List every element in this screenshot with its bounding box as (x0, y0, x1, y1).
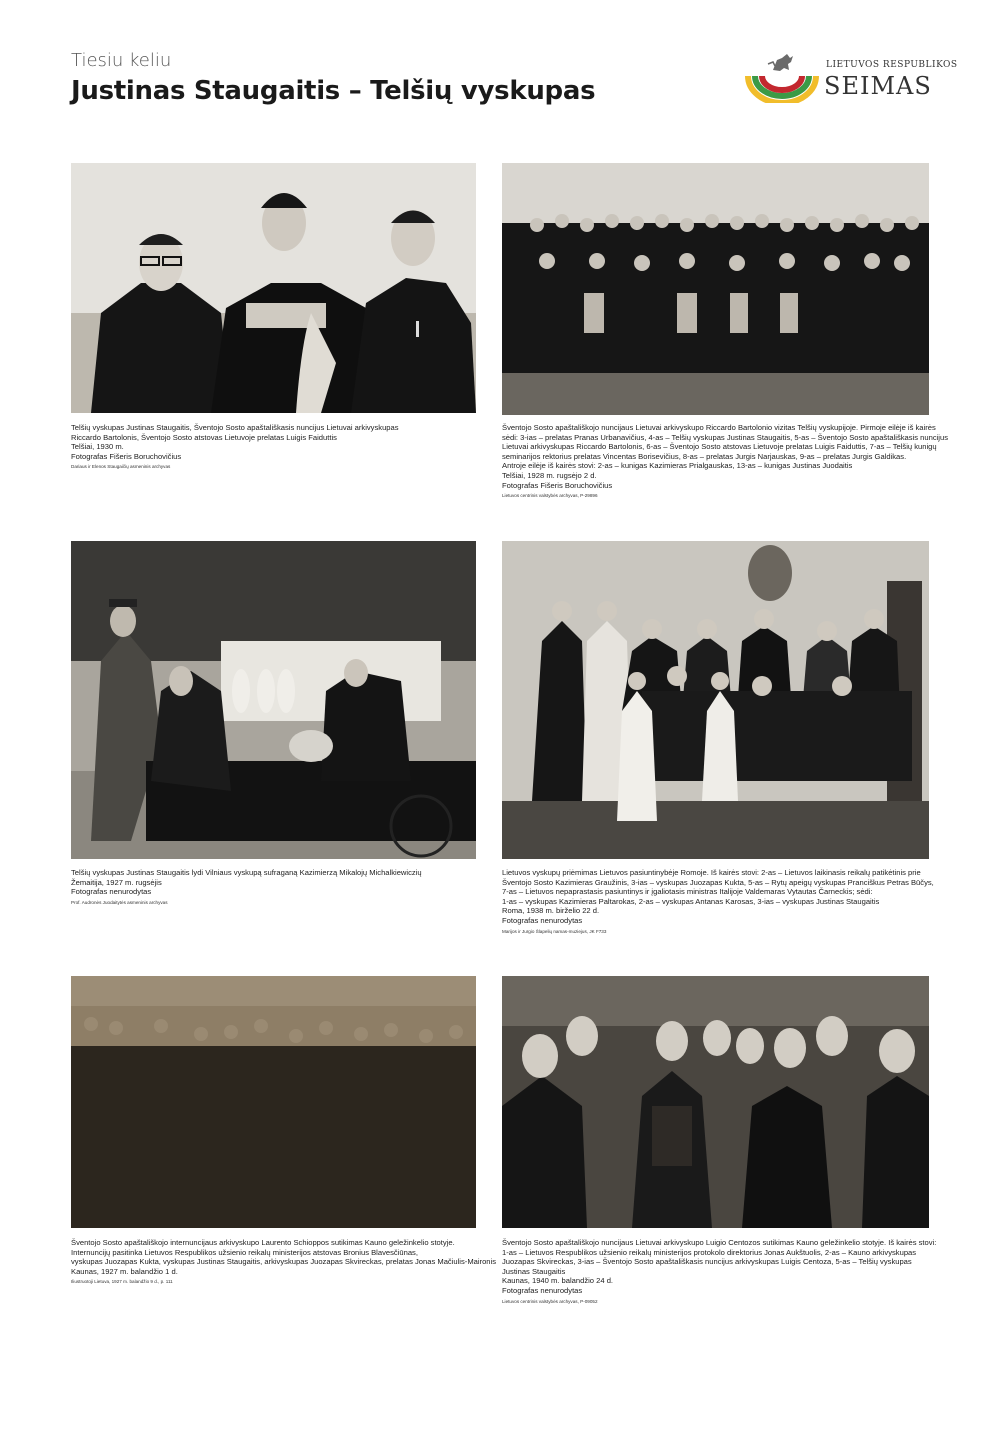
caption-photographer: Fotografas Fišeris Boruchovičius (502, 480, 613, 490)
photo-3-caption (71, 868, 422, 906)
caption-place-date: Kaunas, 1940 m. balandžio 24 d. (502, 1276, 614, 1286)
photo-rome-legation (502, 541, 929, 859)
seimas-emblem-icon (744, 48, 822, 103)
caption-line: Lietuvai arkivyskupas Riccardo Bartolonis, 6-as – Šventojo Sosto atstovas Lietuvoje prelatas Luigis Faiduttis, 7-as – Telšių kunigų (502, 442, 937, 452)
photo-2-caption (502, 423, 948, 499)
caption-line: Telšių vyskupas Justinas Staugaitis, Šventojo Sosto apaštališkasis nuncijus Lietuvai arkivyskupas (71, 423, 399, 432)
photo-telsiai-clergy-group (502, 163, 929, 415)
caption-line: Justinas Staugaitis (502, 1266, 566, 1276)
photo-6-caption (502, 1238, 936, 1305)
caption-source: Dariaus ir Elenos Staugaičių asmeninis archyvas (71, 464, 171, 470)
caption-source: Prof. Audronės Juodaitytės asmeninis archyvas (71, 899, 168, 905)
caption-line: 1-as – Lietuvos Respublikos užsienio reikalų ministerijos protokolo direktorius Jonas Aukštuolis, 2-as – Kauno arkivyskupas (502, 1247, 917, 1257)
caption-place-date: Kaunas, 1927 m. balandžio 1 d. (71, 1266, 178, 1276)
caption-line: Juozapas Skvireckas, 3-ias – Šventojo Sosto apaštališkasis nuncijus arkivyskupas Luigis Centoza, 5-as – Telšių vyskupas (502, 1257, 912, 1267)
caption-line: 1-as – vyskupas Kazimieras Paltarokas, 2-as – vyskupas Antanas Karosas, 3-ias – vyskupas Justinas Staugaitis (502, 896, 880, 906)
caption-line: Šventojo Sosto apaštališkojo nuncijaus Lietuvai arkivyskupo Luigio Centozos sutikimas Kauno geležinkelio stotyje. Iš kairės stovi: (502, 1238, 937, 1247)
caption-line: Šventojo Sosto apaštališkojo nuncijaus Lietuvai arkivyskupo Riccardo Bartolonio vizitas Telšių vyskupijoje. Pirmoje eilėje iš kairės (502, 423, 936, 432)
caption-line: 7-as – Lietuvos nepaprastasis pasiuntinys ir įgaliotasis ministras Italijoje Valdemaras Vytautas Čarneckis; sėdi: (502, 887, 873, 897)
caption-line: Telšių vyskupas Justinas Staugaitis lydi Vilniaus vyskupą sufraganą Kazimierzą Mikalojų Michalkiewiczių (71, 868, 422, 877)
seimas-logo (744, 48, 958, 103)
caption-photographer: Fotografas Fišeris Boruchovičius (71, 451, 182, 461)
photo-kaunas-station-1940 (502, 976, 929, 1228)
caption-source: Marijos ir Jurgio Šlapelių namas-muziejus, JK F733 (502, 928, 607, 934)
photo-three-prelates (71, 163, 476, 413)
series-subtitle: Tiesiu keliu (71, 50, 172, 71)
caption-photographer: Fotografas nenurodytas (71, 887, 152, 897)
logo-caption-main: SEIMAS (824, 72, 932, 100)
caption-place-date: Telšiai, 1928 m. rugsėjo 2 d. (502, 470, 597, 480)
logo-caption-top: LIETUVOS RESPUBLIKOS (826, 60, 958, 70)
caption-line: Šventojo Sosto apaštališkojo internuncijaus arkivyskupo Laurento Schioppos sutikimas Kauno geležinkelio stotyje. (71, 1238, 455, 1247)
caption-place-date: Roma, 1938 m. birželio 22 d. (502, 906, 600, 916)
caption-photographer: Fotografas nenurodytas (502, 1285, 583, 1295)
caption-source: Lietuvos centrinis valstybės archyvas, P-29896 (502, 493, 598, 499)
caption-line: seminarijos rektorius prelatas Vincentas Borisevičius, 8-as – prelatas Jurgis Narjauskas, 9-as – prelatas Jurgis Galdikas. (502, 451, 907, 461)
caption-source: Iliustruotoji Lietuva, 1927 m. balandžio 9 d., p. 111 (71, 1279, 173, 1285)
photo-carriage-escort (71, 541, 476, 859)
photo-5-caption (71, 1238, 496, 1285)
photo-kaunas-station-1927 (71, 976, 476, 1228)
caption-line: sėdi: 3-ias – prelatas Pranas Urbanavičius, 4-as – Telšių vyskupas Justinas Staugaitis, 5-as – Šventojo Sosto apaštališkasis nuncijus (502, 432, 949, 442)
caption-place-date: Žemaitija, 1927 m. rugsėjis (71, 877, 162, 887)
caption-line: Lietuvos vyskupų priėmimas Lietuvos pasiuntinybėje Romoje. Iš kairės stovi: 2-as – Lietuvos laikinasis reikalų patikėtinis prie (502, 868, 921, 877)
caption-source: Lietuvos centrinis valstybės archyvas, P-09052 (502, 1298, 598, 1304)
page-title: Justinas Staugaitis – Telšių vyskupas (71, 76, 596, 106)
caption-line: Šventojo Sosto Kazimieras Graužinis, 3-ias – vyskupas Juozapas Kukta, 5-as – Rytų apeigų vyskupas Pranciškus Petras Būčys, (502, 877, 934, 887)
caption-line: vyskupas Juozapas Kukta, vyskupas Justinas Staugaitis, arkivyskupas Juozapas Skvireckas, prelatas Jonas Mačiulis-Maironis (71, 1257, 497, 1267)
photo-1-caption (71, 423, 399, 470)
caption-place-date: Telšiai, 1930 m. (71, 442, 124, 452)
caption-line: Antroje eilėje iš kairės stovi: 2-as – kunigas Kazimieras Prialgauskas, 13-as – kunigas Justinas Juodaitis (502, 461, 853, 471)
caption-photographer: Fotografas nenurodytas (502, 915, 583, 925)
photo-4-caption (502, 868, 934, 935)
caption-line: Internuncijų pasitinka Lietuvos Respublikos užsienio reikalų ministerijos atstovas Bronius Blavesčiūnas, (71, 1247, 418, 1257)
caption-line: Riccardo Bartolonis, Šventojo Sosto atstovas Lietuvoje prelatas Luigis Faiduttis (71, 432, 337, 442)
